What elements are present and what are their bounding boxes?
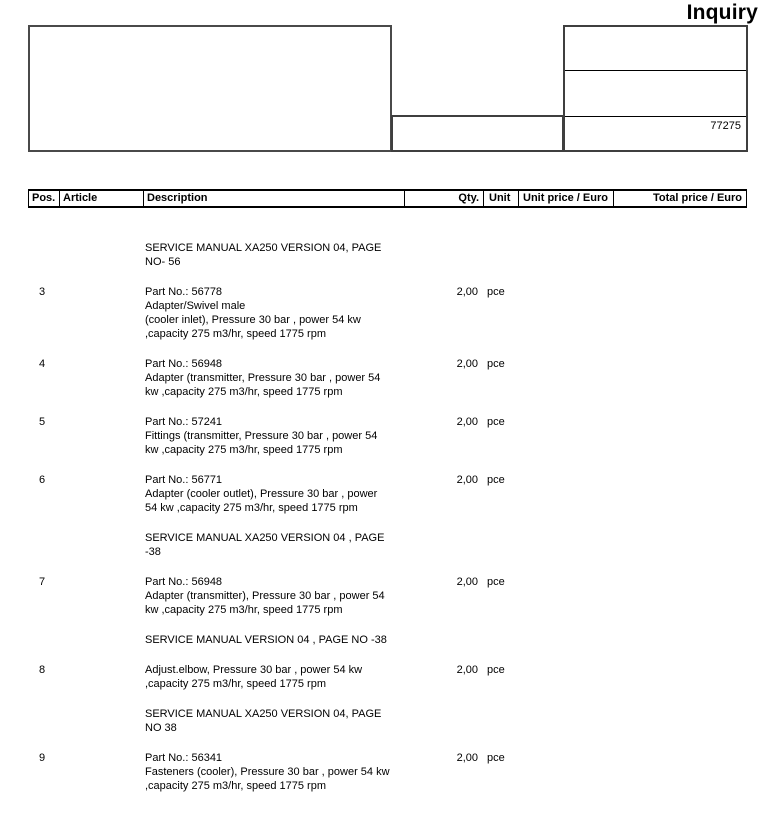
unit-cell: pce — [487, 664, 505, 676]
table-row — [28, 357, 747, 399]
description-line: Adapter/Swivel male — [145, 300, 246, 312]
pos-cell: 7 — [39, 576, 46, 588]
description-cell — [145, 285, 407, 341]
info-box-middle — [391, 115, 564, 152]
unit-cell: pce — [487, 358, 505, 370]
table-row — [28, 531, 747, 559]
description-line: SERVICE MANUAL VERSION 04 , PAGE NO -38 — [145, 634, 387, 646]
page-title: Inquiry — [686, 1, 758, 24]
column-header-unit-price: Unit price / Euro — [518, 191, 613, 206]
qty-cell: 2,00 — [456, 358, 478, 370]
pos-cell: 4 — [39, 358, 46, 370]
description-line: ,capacity 275 m3/hr, speed 1775 rpm — [145, 678, 326, 690]
description-cell — [145, 415, 407, 457]
description-line: Part No.: 56771 — [145, 474, 223, 486]
description-cell — [145, 663, 407, 691]
description-cell — [145, 707, 407, 735]
description-line: (cooler inlet), Pressure 30 bar , power 54 kw — [145, 314, 361, 326]
pos-cell: 3 — [39, 286, 46, 298]
column-header-article: Article — [59, 191, 143, 206]
column-header-qty: Qty. — [404, 191, 483, 206]
address-box — [28, 25, 392, 152]
table-row — [28, 707, 747, 735]
description-line: SERVICE MANUAL XA250 VERSION 04, PAGE — [145, 242, 382, 254]
table-row — [28, 575, 747, 617]
qty-cell: 2,00 — [456, 416, 478, 428]
description-line: Part No.: 56341 — [145, 752, 223, 764]
column-header-description: Description — [143, 191, 404, 206]
items-area — [28, 241, 747, 809]
unit-cell: pce — [487, 576, 505, 588]
pos-cell: 9 — [39, 752, 46, 764]
pos-cell: 6 — [39, 474, 46, 486]
description-cell — [145, 531, 407, 559]
description-line: Adjust.elbow, Pressure 30 bar , power 54 kw — [145, 664, 363, 676]
description-line: ,capacity 275 m3/hr, speed 1775 rpm — [145, 780, 326, 792]
description-line: NO- 56 — [145, 256, 181, 268]
description-line: SERVICE MANUAL XA250 VERSION 04 , PAGE — [145, 532, 385, 544]
info-box-right-row1 — [565, 27, 746, 70]
table-row — [28, 473, 747, 515]
description-line: Adapter (cooler outlet), Pressure 30 bar , power — [145, 488, 378, 500]
qty-cell: 2,00 — [456, 752, 478, 764]
table-header-row — [28, 189, 747, 208]
description-line: kw ,capacity 275 m3/hr, speed 1775 rpm — [145, 386, 343, 398]
table-row — [28, 415, 747, 457]
description-line: Adapter (transmitter, Pressure 30 bar , power 54 — [145, 372, 381, 384]
info-box-right — [563, 25, 748, 152]
description-cell — [145, 241, 407, 269]
description-line: kw ,capacity 275 m3/hr, speed 1775 rpm — [145, 444, 343, 456]
pos-cell: 5 — [39, 416, 46, 428]
column-header-unit: Unit — [483, 191, 518, 206]
description-line: 54 kw ,capacity 275 m3/hr, speed 1775 rpm — [145, 502, 358, 514]
description-line: Part No.: 56948 — [145, 576, 223, 588]
description-cell — [145, 473, 407, 515]
description-cell — [145, 633, 407, 647]
description-line: Part No.: 57241 — [145, 416, 223, 428]
unit-cell: pce — [487, 474, 505, 486]
unit-cell: pce — [487, 752, 505, 764]
description-cell — [145, 575, 407, 617]
description-line: Adapter (transmitter), Pressure 30 bar , power 54 — [145, 590, 385, 602]
info-box-right-row2 — [565, 70, 746, 116]
column-header-pos: Pos. — [32, 192, 56, 204]
qty-cell: 2,00 — [456, 474, 478, 486]
description-line: -38 — [145, 546, 161, 558]
table-row — [28, 663, 747, 691]
description-cell — [145, 751, 407, 793]
unit-cell: pce — [487, 286, 505, 298]
qty-cell: 2,00 — [456, 576, 478, 588]
description-line: Part No.: 56948 — [145, 358, 223, 370]
column-header-total-price: Total price / Euro — [613, 191, 746, 206]
description-line: SERVICE MANUAL XA250 VERSION 04, PAGE — [145, 708, 382, 720]
table-row — [28, 633, 747, 647]
pos-cell: 8 — [39, 664, 46, 676]
qty-cell: 2,00 — [456, 664, 478, 676]
description-line: kw ,capacity 275 m3/hr, speed 1775 rpm — [145, 604, 343, 616]
description-line: NO 38 — [145, 722, 177, 734]
description-line: Fittings (transmitter, Pressure 30 bar , power 54 — [145, 430, 378, 442]
description-line: Part No.: 56778 — [145, 286, 223, 298]
description-line: ,capacity 275 m3/hr, speed 1775 rpm — [145, 328, 326, 340]
description-line: Fasteners (cooler), Pressure 30 bar , power 54 kw — [145, 766, 390, 778]
table-row — [28, 241, 747, 269]
description-cell — [145, 357, 407, 399]
unit-cell: pce — [487, 416, 505, 428]
qty-cell: 2,00 — [456, 286, 478, 298]
document-number: 77275 — [565, 116, 746, 150]
table-row — [28, 751, 747, 793]
table-row — [28, 285, 747, 341]
